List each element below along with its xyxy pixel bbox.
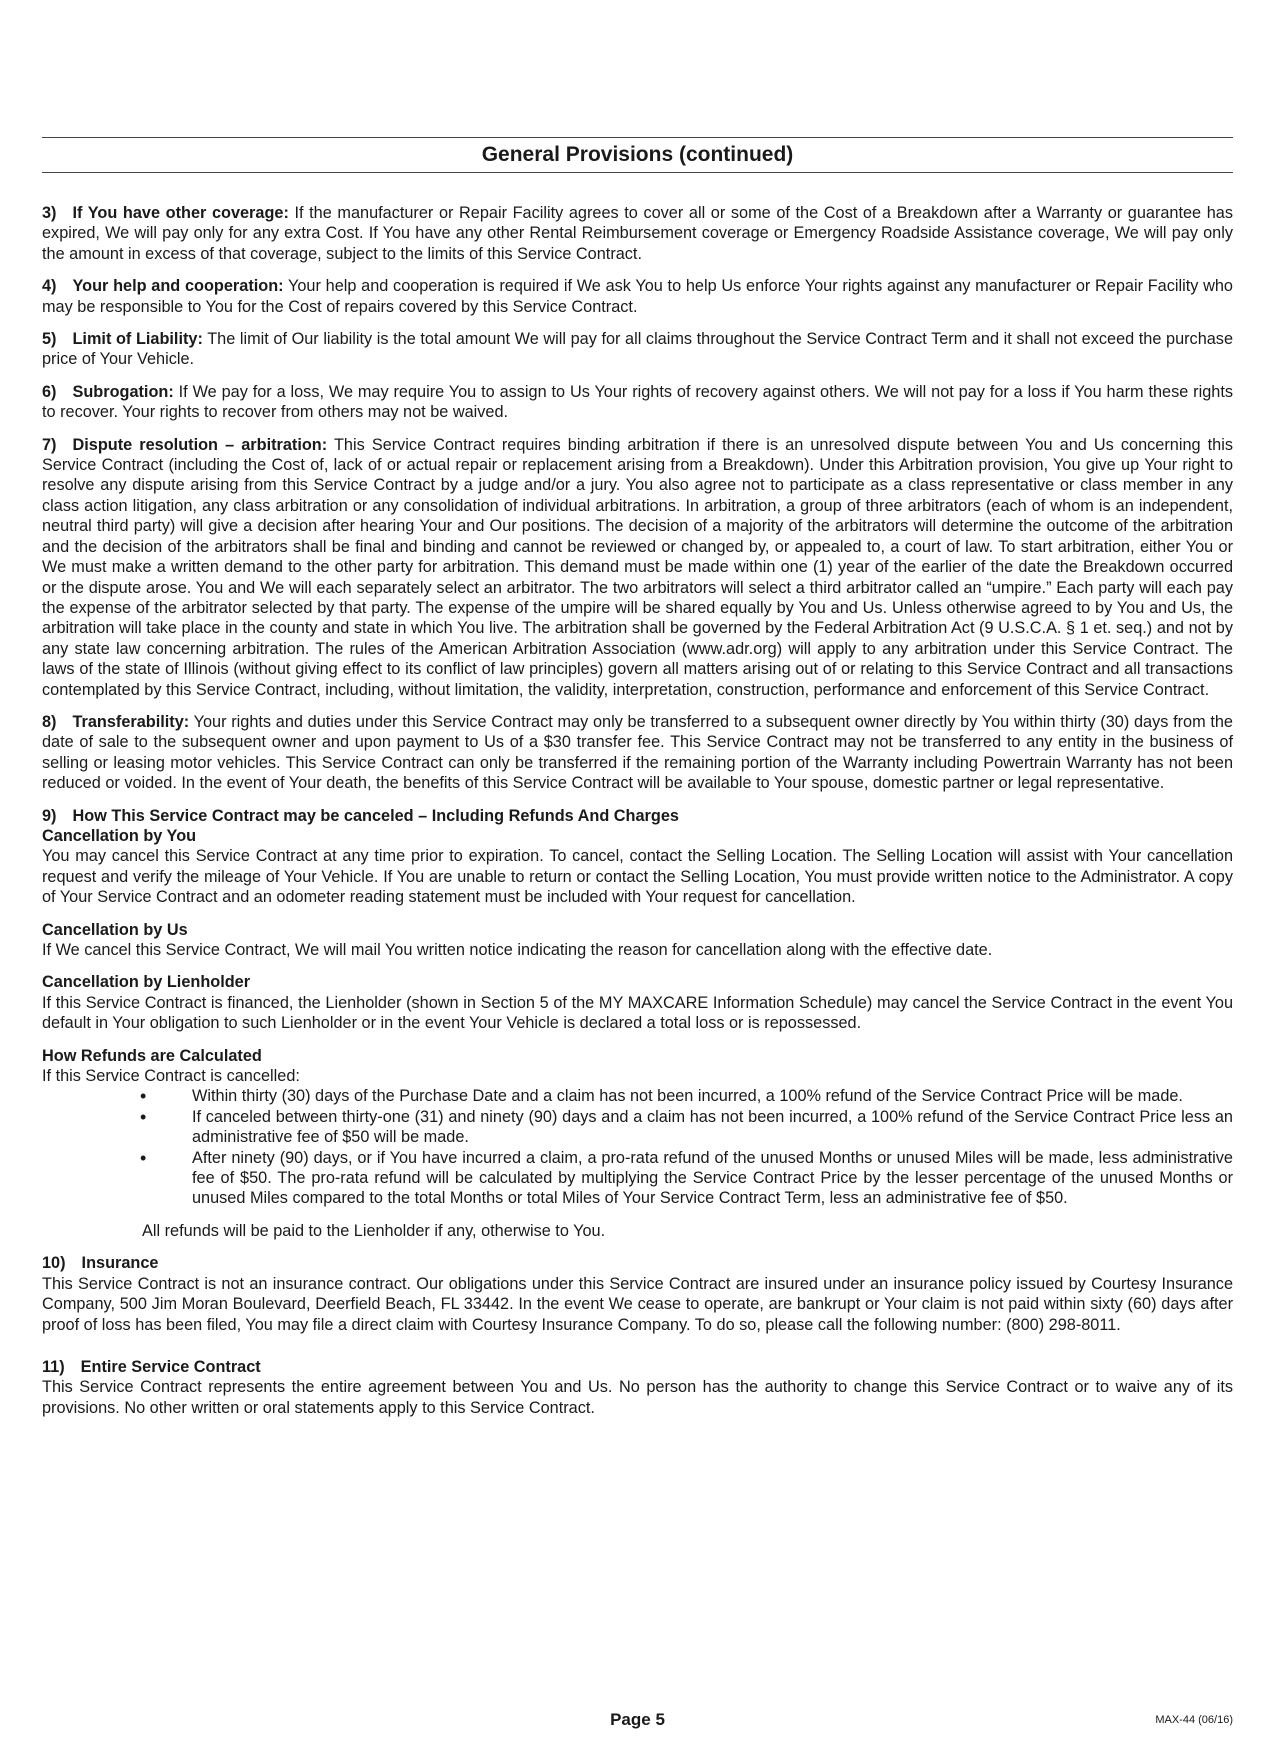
cancellation-by-lienholder xyxy=(42,972,1233,1033)
section-5 xyxy=(42,329,1233,370)
list-item-text: After ninety (90) days, or if You have incurred a claim, a pro-rata refund of the unused Months or unused Miles will be made, less administrative fee of $50. The pro-rata refund will be calculated by multiplying the Service Contract Price by the lesser percentage of the unused Months or unused Miles compared to the total Months or total Miles of Your Service Contract Term, less an administrative fee of $50. xyxy=(192,1148,1233,1208)
section-number: 4) xyxy=(42,277,57,296)
section-3 xyxy=(42,203,1233,264)
bullet-icon: • xyxy=(140,1086,147,1107)
section-number: 8) xyxy=(42,712,57,731)
section-text: The limit of Our liability is the total amount We will pay for all claims throughout the Service Contract Term and it shall not exceed the purchase price of Your Vehicle. xyxy=(42,330,1234,369)
section-text: Your rights and duties under this Service Contract may only be transferred to a subsequent owner directly by You within thirty (30) days from the date of sale to the subsequent owner and upon payment to Us of a $30 transfer fee. This Service Contract may not be transferred to any entity in the business of selling or leasing motor vehicles. This Service Contract can only be transferred if the remaining portion of the Warranty including Powertrain Warranty has not been reduced or voided. In the event of Your death, the benefits of this Service Contract will be available to Your spouse, domestic partner or legal representative. xyxy=(42,712,1233,793)
section-6 xyxy=(42,382,1233,423)
section-heading: Limit of Liability: xyxy=(72,330,203,349)
document-page xyxy=(42,0,1233,1744)
all-refunds-note: All refunds will be paid to the Lienholder if any, otherwise to You. xyxy=(142,1221,606,1240)
subsection-text: If this Service Contract is financed, the Lienholder (shown in Section 5 of the MY MAXCARE Information Schedule) may cancel the Service Contract in the event You default in Your obligation to such Lienholder or in the event Your Vehicle is declared a total loss or is repossessed. xyxy=(42,993,1233,1033)
section-text: This Service Contract represents the entire agreement between You and Us. No person has the authority to change this Service Contract or to waive any of its provisions. No other written or oral statements apply to this Service Contract. xyxy=(42,1378,1233,1417)
section-heading: Insurance xyxy=(81,1254,159,1273)
section-heading: If You have other coverage: xyxy=(72,204,289,222)
section-text: This Service Contract is not an insurance contract. Our obligations under this Service Contract are insured under an insurance policy issued by Courtesy Insurance Company, 500 Jim Moran Boulevard, Deerfield Beach, FL 33442. In the event We cease to operate, are bankrupt or Your claim is not paid within sixty (60) days after proof of loss has been filed, You may file a direct claim with Courtesy Insurance Company. To do so, please call the following number: (800) 298-8011. xyxy=(42,1274,1233,1334)
section-10 xyxy=(42,1253,1233,1335)
cancellation-by-you xyxy=(42,826,1233,908)
section-text: If the manufacturer or Repair Facility agrees to cover all or some of the Cost of a Breakdown after a Warranty or guarantee has expired, We will pay only for any extra Cost. If You have any other Rental Reimbursement coverage or Emergency Roadside Assistance coverage, We will pay only the amount in excess of that coverage, subject to the limits of this Service Contract. xyxy=(42,204,1233,263)
section-number: 9) xyxy=(42,806,57,825)
form-code: MAX-44 (06/16) xyxy=(1155,1714,1233,1726)
section-heading: Your help and cooperation: xyxy=(72,277,284,296)
list-item xyxy=(42,1148,1233,1209)
section-7 xyxy=(42,435,1233,700)
section-9-heading-line xyxy=(42,806,1233,826)
section-number: 5) xyxy=(42,330,57,349)
section-4 xyxy=(42,276,1233,317)
section-heading: Subrogation: xyxy=(72,382,174,401)
list-item-text: If canceled between thirty-one (31) and ninety (90) days and a claim has not been incurred, a 100% refund of the Service Contract Price less an administrative fee of $50 will be made. xyxy=(192,1107,1233,1147)
page-title: General Provisions (continued) xyxy=(481,143,794,166)
page-number: Page 5 xyxy=(610,1710,665,1729)
section-11 xyxy=(42,1357,1233,1418)
section-number: 11) xyxy=(42,1357,65,1376)
section-heading: Transferability: xyxy=(72,712,190,731)
section-number: 3) xyxy=(42,204,57,222)
section-heading: Dispute resolution – arbitration: xyxy=(72,435,328,454)
section-text: If We pay for a loss, We may require You to assign to Us Your rights of recovery against others. We will not pay for a loss if You harm these rights to recover. Your rights to recover from others may not be waived. xyxy=(42,382,1233,422)
cancellation-by-us xyxy=(42,920,1233,961)
list-item xyxy=(42,1107,1233,1148)
subsection-heading: How Refunds are Calculated xyxy=(42,1046,262,1065)
section-text: Your help and cooperation is required if We ask You to help Us enforce Your rights against any manufacturer or Repair Facility who may be responsible to You for the Cost of repairs covered by this Service Contract. xyxy=(42,277,1233,316)
title-bar xyxy=(42,137,1233,173)
section-8 xyxy=(42,712,1233,794)
bullet-icon: • xyxy=(140,1106,147,1127)
list-item-text: Within thirty (30) days of the Purchase Date and a claim has not been incurred, a 100% refund of the Service Contract Price will be made. xyxy=(192,1087,1183,1106)
subsection-heading: Cancellation by Us xyxy=(42,920,188,939)
provisions-content xyxy=(42,203,1233,1430)
section-9 xyxy=(42,806,1233,1242)
subsection-text: You may cancel this Service Contract at any time prior to expiration. To cancel, contact the Selling Location. The Selling Location will assist with Your cancellation request and verify the mileage of Your Vehicle. If You are unable to return or contact the Selling Location, You must provide written notice to the Administrator. A copy of Your Service Contract and an odometer reading statement must be included with Your request for cancellation. xyxy=(42,847,1233,907)
bullet-icon: • xyxy=(140,1147,147,1168)
section-heading: How This Service Contract may be canceled – Including Refunds And Charges xyxy=(72,806,679,825)
section-heading: Entire Service Contract xyxy=(80,1357,261,1376)
refunds-calculation xyxy=(42,1046,1233,1087)
list-item xyxy=(42,1086,1233,1106)
subsection-heading: Cancellation by You xyxy=(42,826,197,845)
section-number: 7) xyxy=(42,435,57,454)
subsection-text: If We cancel this Service Contract, We will mail You written notice indicating the reason for cancellation along with the effective date. xyxy=(42,941,993,959)
section-text: This Service Contract requires binding arbitration if there is an unresolved dispute between You and Us concerning this Service Contract (including the Cost of, lack of or actual repair or replacement arising from a Breakdown). Under this Arbitration provision, You give up Your right to resolve any dispute arising from this Service Contract by a judge and/or a jury. You also agree not to participate as a class representative or class member in any class action litigation, any class arbitration or any consolidation of individual arbitrations. In arbitration, a group of three arbitrators (each of whom is an independent, neutral third party) will give a decision after hearing Your and Our positions. The decision of a majority of the arbitrators will determine the outcome of the arbitration and the decision of the arbitrators shall be final and binding and cannot be reviewed or changed by, or appealed to, a court of law. To start arbitration, either You or We must make a written demand to the other party for arbitration. This demand must be made within one (1) year of the earlier of the date the Breakdown occurred or the dispute arose. You and We will each separately select an arbitrator. The two arbitrators will select a third arbitrator called an “umpire.” Each party will each pay the expense of the arbitrator selected by that party. The expense of the umpire will be shared equally by You and Us. Unless otherwise agreed to by You and Us, the arbitration will take place in the county and state in which You live. The arbitration shall be governed by the Federal Arbitration Act (9 U.S.C.A. § 1 et. seq.) and not by any state law concerning arbitration. The rules of the American Arbitration Association (www.adr.org) will apply to any arbitration under this Service Contract. The laws of the state of Illinois (without giving effect to its conflict of law principles) govern all matters arising out of or relating to this Service Contract and all transactions contemplated by this Service Contract, including, without limitation, the validity, interpretation, construction, performance and enforcement of this Service Contract. xyxy=(42,435,1233,699)
section-number: 10) xyxy=(42,1254,66,1273)
section-number: 6) xyxy=(42,382,57,401)
spacer xyxy=(42,1347,1233,1357)
subsection-heading: Cancellation by Lienholder xyxy=(42,973,251,992)
subsection-text: If this Service Contract is cancelled: xyxy=(42,1067,300,1086)
refund-rules-list xyxy=(42,1086,1233,1208)
